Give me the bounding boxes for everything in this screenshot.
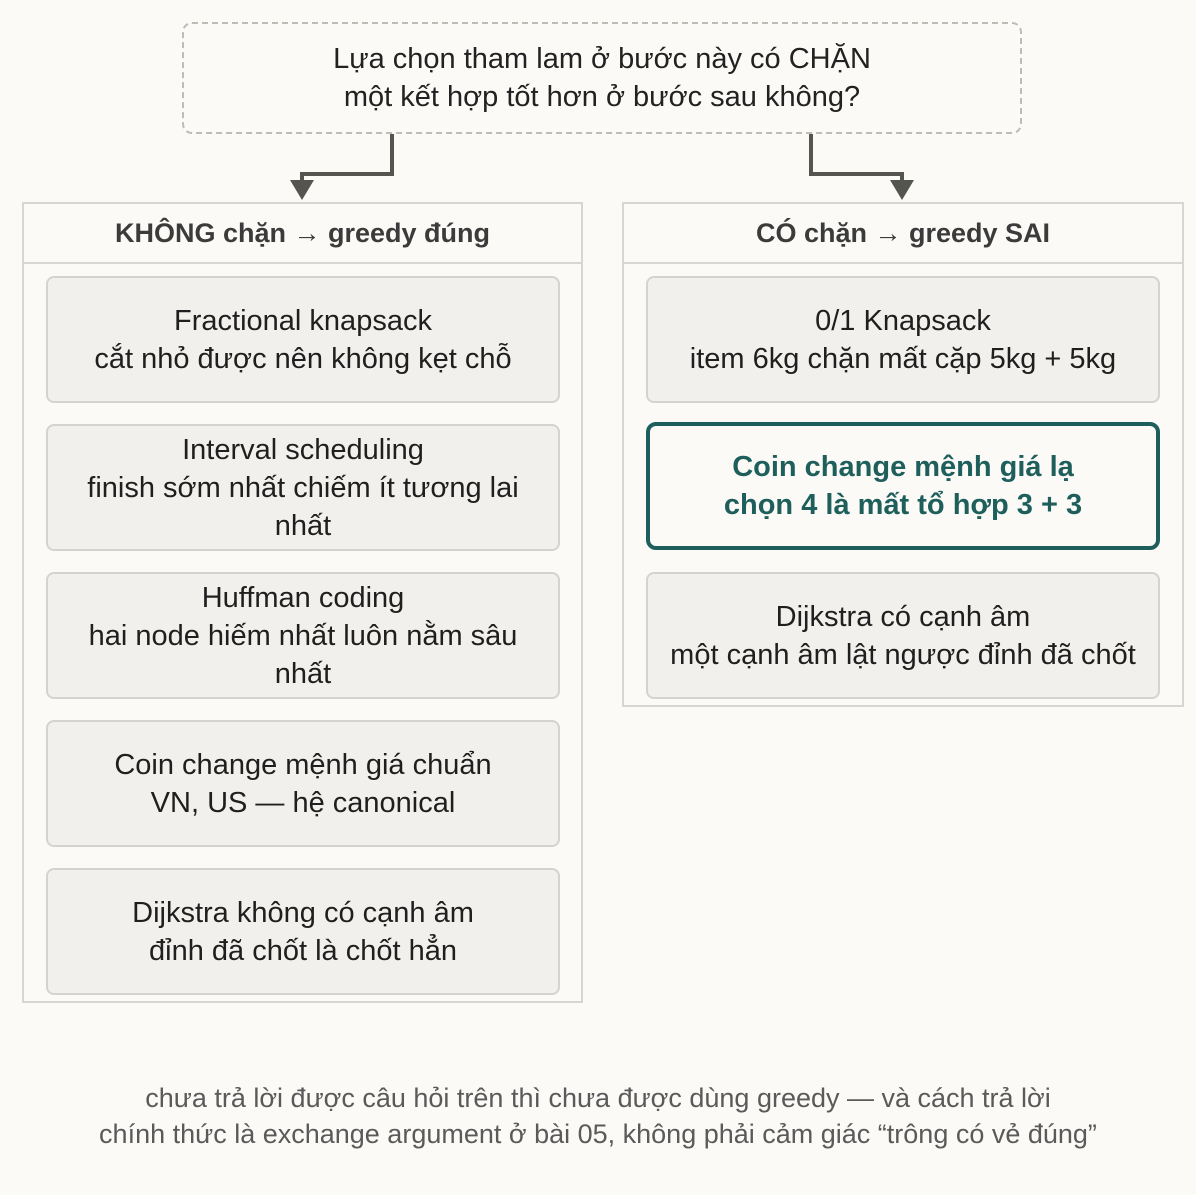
card-title: Fractional knapsack (174, 304, 432, 337)
card-dijkstra-no-negative (46, 868, 560, 995)
card-detail: đỉnh đã chốt là chốt hẳn (149, 934, 457, 967)
card-title: 0/1 Knapsack (815, 304, 991, 337)
card-detail: finish sớm nhất chiếm ít tương lai nhất (87, 471, 519, 542)
card-coin-change-odd (646, 422, 1160, 550)
card-01-knapsack (646, 276, 1160, 403)
question-line-2: một kết hợp tốt hơn ở bước sau không? (343, 81, 861, 113)
question-box (182, 22, 1022, 134)
arrow-head-left (290, 180, 314, 200)
arrow-to-left-column (302, 134, 392, 184)
card-detail: VN, US — hệ canonical (150, 786, 456, 819)
card-detail: chọn 4 là mất tổ hợp 3 + 3 (723, 489, 1083, 521)
question-line-1: Lựa chọn tham lam ở bước này có CHẶN (333, 43, 871, 75)
card-title: Huffman coding (201, 581, 405, 614)
card-detail: item 6kg chặn mất cặp 5kg + 5kg (689, 342, 1117, 375)
card-detail: cắt nhỏ được nên không kẹt chỗ (94, 342, 512, 375)
card-title: Coin change mệnh giá lạ (732, 451, 1074, 483)
column-header-no-block: KHÔNG chặn → greedy đúng (24, 204, 581, 264)
column-no-block (22, 202, 583, 1003)
footer-line-2: chính thức là exchange argument ở bài 05, không phải cảm giác “trông có vẻ đúng” (99, 1119, 1097, 1149)
arrow-to-right-column (811, 134, 902, 184)
card-detail: một cạnh âm lật ngược đỉnh đã chốt (670, 638, 1136, 671)
footer-note (0, 1080, 1196, 1152)
column-blocks (622, 202, 1184, 707)
card-interval-scheduling (46, 424, 560, 551)
card-title: Dijkstra không có cạnh âm (132, 896, 474, 929)
card-title: Dijkstra có cạnh âm (775, 600, 1031, 633)
card-dijkstra-negative (646, 572, 1160, 699)
column-header-blocks: CÓ chặn → greedy SAI (624, 204, 1182, 264)
card-huffman-coding (46, 572, 560, 699)
card-detail: hai node hiếm nhất luôn nằm sâu nhất (88, 619, 518, 690)
arrow-head-right (890, 180, 914, 200)
card-coin-change-canonical (46, 720, 560, 847)
footer-line-1: chưa trả lời được câu hỏi trên thì chưa được dùng greedy — và cách trả lời (145, 1083, 1051, 1113)
card-fractional-knapsack (46, 276, 560, 403)
card-title: Interval scheduling (182, 433, 424, 466)
card-title: Coin change mệnh giá chuẩn (114, 748, 492, 781)
